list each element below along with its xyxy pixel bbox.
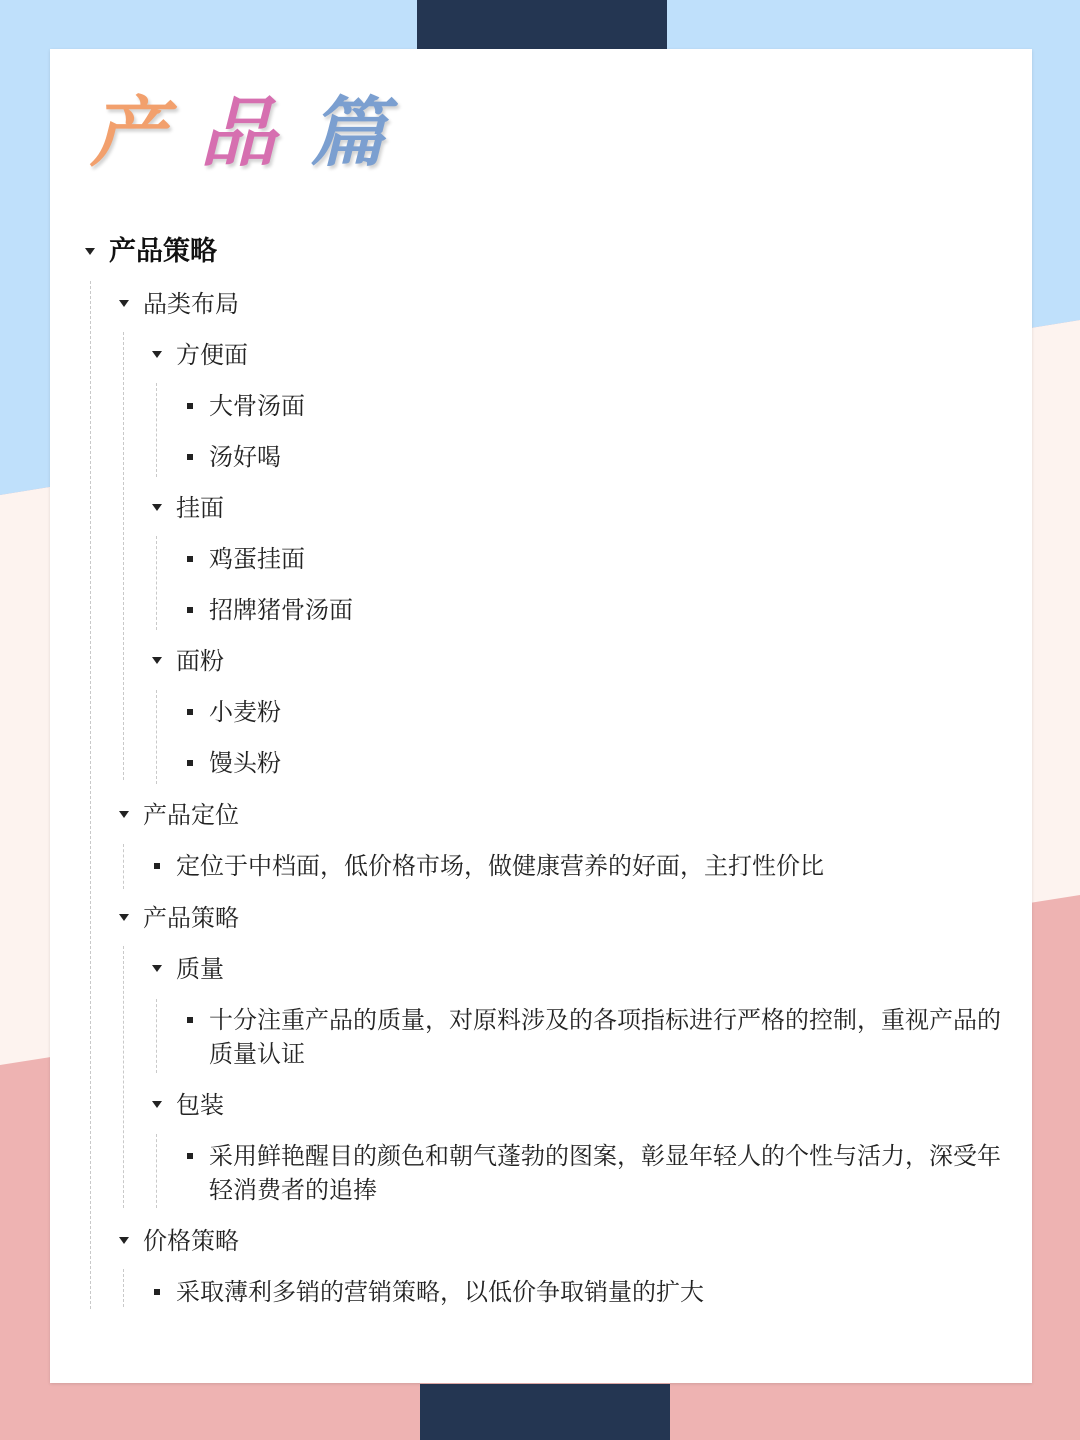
bullet-icon: [187, 1017, 193, 1023]
bullet-icon: [187, 607, 193, 613]
collapse-triangle-icon[interactable]: [119, 914, 129, 921]
bullet-icon: [154, 863, 160, 869]
outline-card: 产 品 篇 产品策略 品类布局 方便面 大骨汤面 汤好喝 挂面 鸡蛋挂面 招牌猪骨汤面 面粉 小麦粉 馒头粉 产品定位 定位于中档面，低价格市场，做健康营养的好面，主打性价比 产品策略 质量 十分注重产品的质量，对原料涉及的各项指标进行严格的控制，重视产品的质量认证 包装 采用鲜艳醒目的颜色和朝气蓬勃的图案，彰显年轻人的个性与活力，深受年轻消费者的追捧 价格策略 采取薄利多销的营销策略，以低价争取销量的扩大: [50, 49, 1032, 1383]
page-title: [90, 71, 420, 181]
title-char-3: 篇: [310, 87, 386, 177]
collapse-triangle-icon[interactable]: [85, 248, 95, 255]
collapse-triangle-icon[interactable]: [152, 965, 162, 972]
guide-line-dried-noodles: [156, 536, 157, 630]
collapse-triangle-icon[interactable]: [119, 1237, 129, 1244]
guide-line-positioning: [123, 844, 124, 889]
guide-line-instant-noodles: [156, 383, 157, 477]
bottom-tape: [420, 1384, 670, 1440]
guide-line-pricing: [123, 1269, 124, 1307]
collapse-triangle-icon[interactable]: [152, 504, 162, 511]
title-char-2: 品: [200, 87, 276, 177]
bullet-icon: [154, 1289, 160, 1295]
bullet-icon: [187, 454, 193, 460]
collapse-triangle-icon[interactable]: [152, 657, 162, 664]
guide-line-packaging: [156, 1134, 157, 1208]
bullet-icon: [187, 556, 193, 562]
bullet-icon: [187, 403, 193, 409]
guide-line-root: [90, 281, 91, 1309]
collapse-triangle-icon[interactable]: [152, 1101, 162, 1108]
collapse-triangle-icon[interactable]: [119, 300, 129, 307]
guide-line-quality: [156, 999, 157, 1073]
guide-line-strategy: [123, 946, 124, 1208]
collapse-triangle-icon[interactable]: [119, 811, 129, 818]
guide-line-flour: [156, 690, 157, 784]
bullet-icon: [187, 709, 193, 715]
top-tape: [417, 0, 667, 50]
bullet-icon: [187, 760, 193, 766]
title-char-1: 产: [90, 87, 166, 177]
collapse-triangle-icon[interactable]: [152, 351, 162, 358]
bullet-icon: [187, 1153, 193, 1159]
guide-line-category: [123, 332, 124, 780]
